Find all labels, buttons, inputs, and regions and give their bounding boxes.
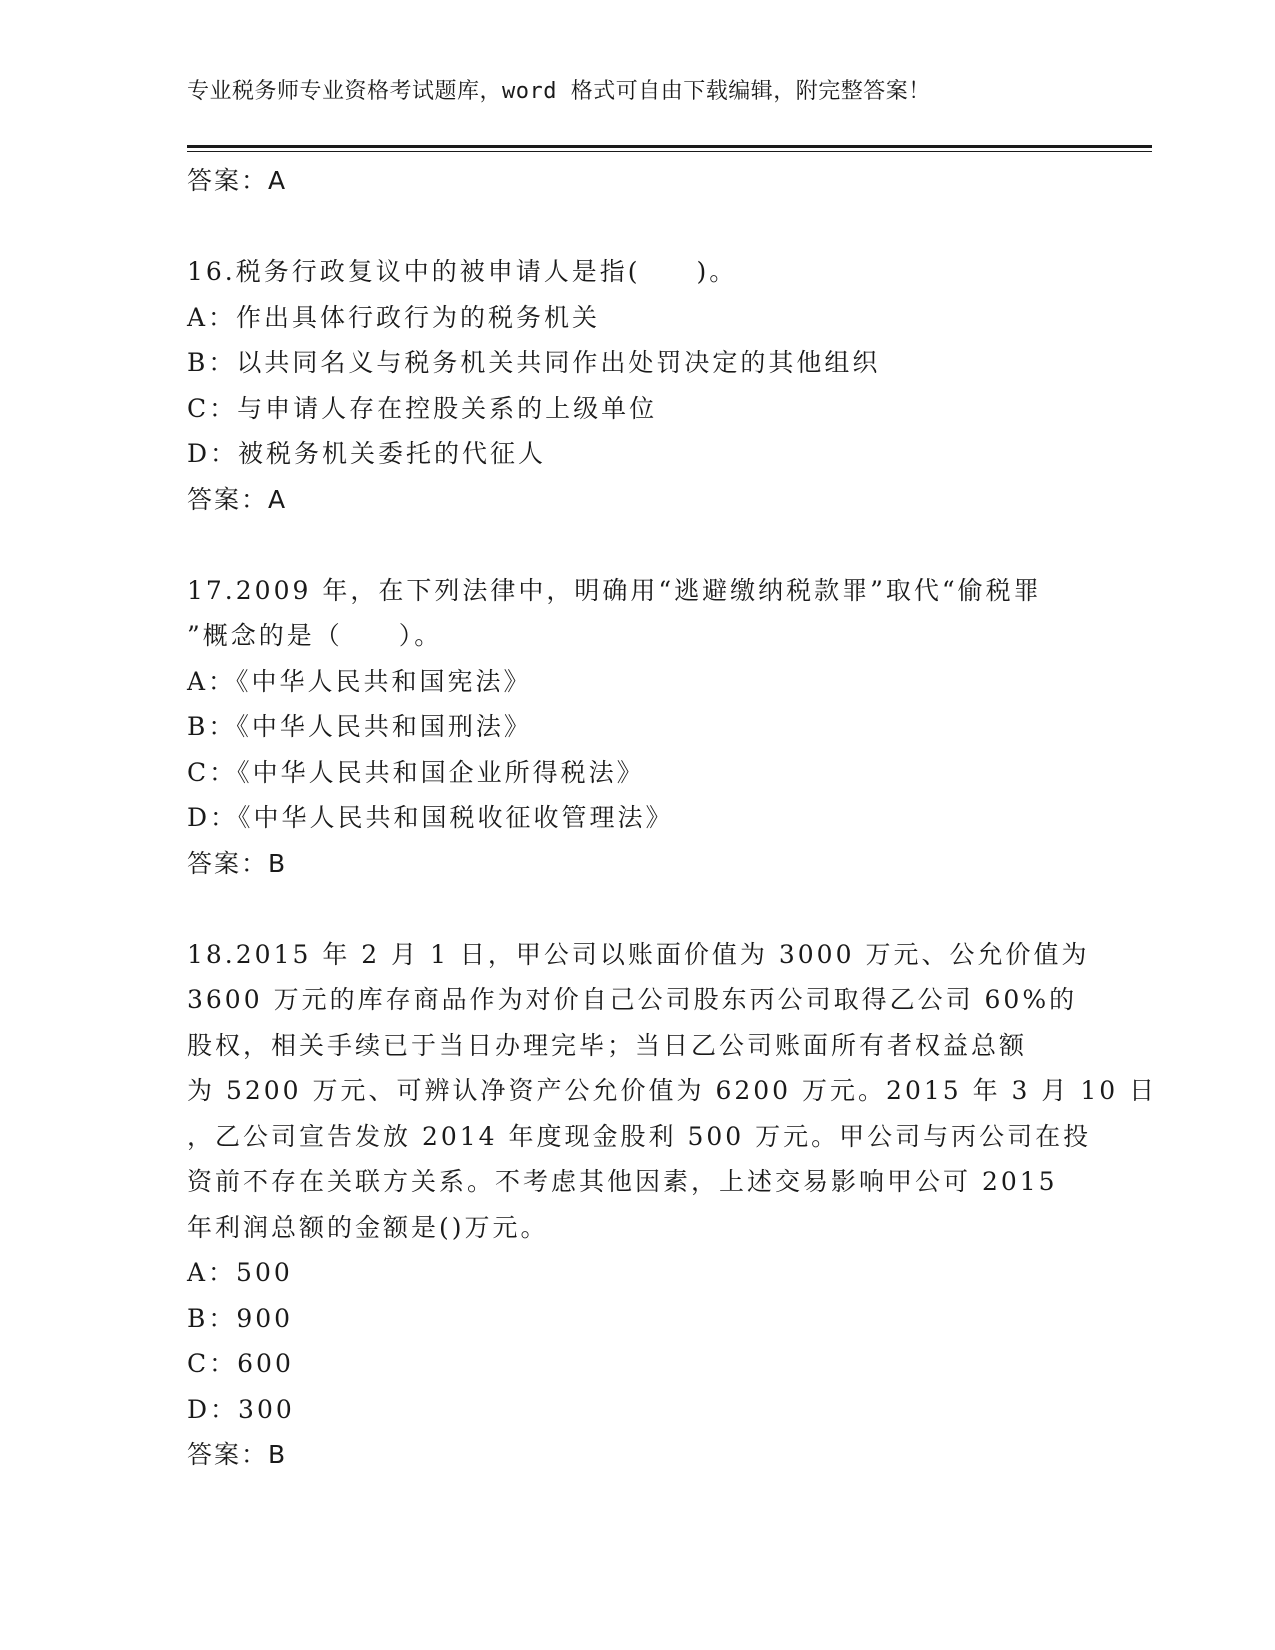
option-b: B：《中华人民共和国刑法》 (187, 712, 532, 741)
option-a: A：作出具体行政行为的税务机关 (187, 302, 601, 332)
question-text: 年利润总额的金额是()万元。 (187, 1212, 549, 1242)
question-text: ，乙公司宣告发放 2014 年度现金股利 500 万元。甲公司与丙公司在投 (187, 1121, 1092, 1151)
option-c: C：《中华人民共和国企业所得税法》 (187, 757, 645, 787)
option-d: D：《中华人民共和国税收征收管理法》 (187, 803, 674, 832)
answer: 答案：A (187, 484, 288, 514)
question-text: 为 5200 万元、可辨认净资产公允价值为 6200 万元。2015 年 3 月 10 日 (187, 1076, 1158, 1105)
previous-answer: 答案：A (187, 166, 288, 195)
option-b: B：以共同名义与税务机关共同作出处罚决定的其他组织 (187, 348, 881, 377)
option-c: C：600 (187, 1349, 294, 1378)
spacer (187, 522, 1087, 568)
option-d: D：300 (187, 1394, 295, 1424)
question-text: 17.2009 年，在下列法律中，明确用“逃避缴纳税款罪”取代“偷税罪 (187, 575, 1042, 605)
page-header: 专业税务师专业资格考试题库，word 格式可自由下载编辑，附完整答案！ (187, 79, 931, 104)
question-text: 3600 万元的库存商品作为对价自己公司股东丙公司取得乙公司 60%的 (187, 985, 1078, 1014)
question-17 (187, 568, 1087, 887)
answer: 答案：B (187, 848, 288, 878)
question-text: 16.税务行政复议中的被申请人是指( )。 (187, 257, 738, 286)
question-text: 资前不存在关联方关系。不考虑其他因素，上述交易影响甲公可 2015 (187, 1167, 1058, 1196)
document-body (187, 158, 1158, 1478)
question-18 (187, 932, 1158, 1478)
header-rule-thick (187, 145, 1152, 148)
spacer (187, 886, 1087, 932)
option-d: D：被税务机关委托的代征人 (187, 439, 547, 468)
option-c: C：与申请人存在控股关系的上级单位 (187, 393, 658, 423)
option-a: A：《中华人民共和国宪法》 (187, 666, 532, 696)
answer: 答案：B (187, 1440, 288, 1469)
option-b: B：900 (187, 1303, 294, 1333)
question-16 (187, 249, 1087, 522)
header-rule-thin (187, 151, 1152, 152)
question-text: 股权，相关手续已于当日办理完毕；当日乙公司账面所有者权益总额 (187, 1030, 1028, 1060)
question-text: 18.2015 年 2 月 1 日，甲公司以账面价值为 3000 万元、公允价值为 (187, 939, 1090, 969)
spacer (187, 204, 1087, 250)
question-text: ”概念的是（ ）。 (187, 621, 443, 650)
option-a: A：500 (187, 1258, 293, 1287)
